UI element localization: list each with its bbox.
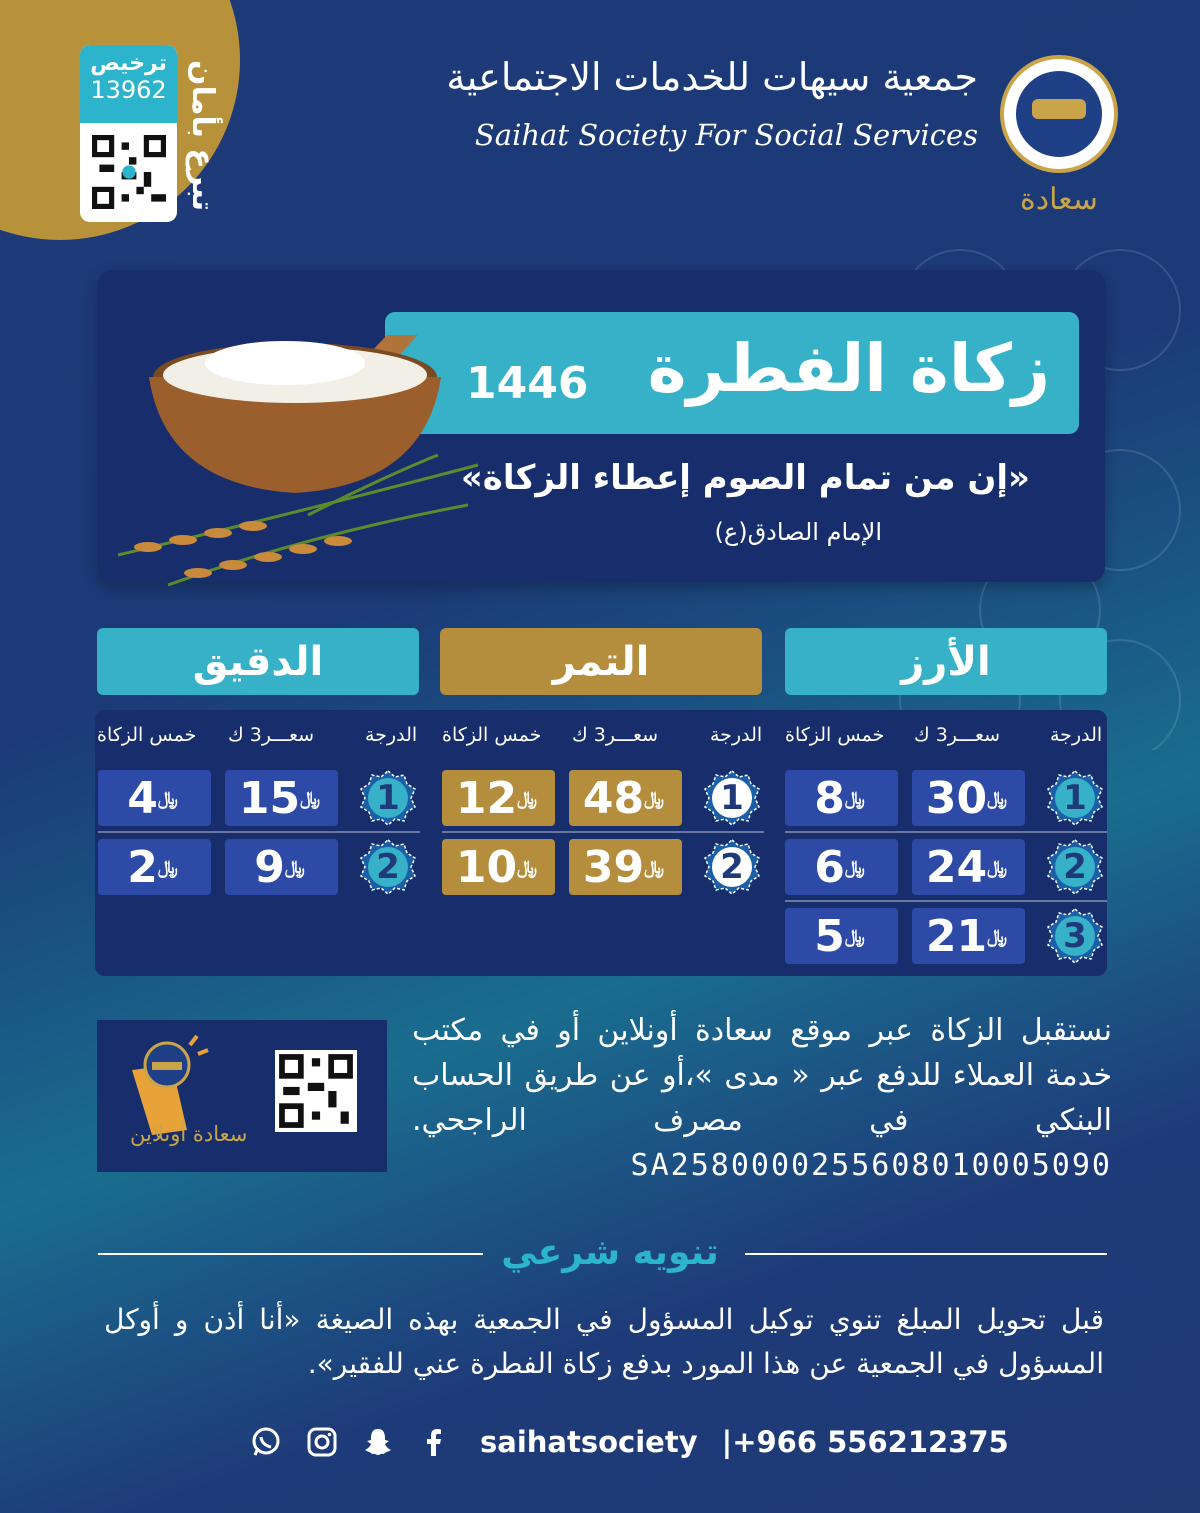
fifth-value: 6 — [814, 841, 845, 893]
license-header — [80, 45, 177, 123]
price-box — [569, 839, 682, 895]
grade-number: 1 — [376, 778, 400, 818]
hadith-quote: «إن من تمام الصوم إعطاء الزكاة» — [460, 458, 1030, 498]
iban-number[interactable]: SA2580000255608010005090 — [630, 1148, 1112, 1183]
riyal-icon: ﷼ — [644, 856, 665, 878]
riyal-icon: ﷼ — [987, 787, 1008, 809]
grade-badge — [704, 839, 760, 895]
price-box — [912, 770, 1025, 826]
facebook-icon[interactable] — [418, 1426, 450, 1458]
column-label-fifth: خمس الزكاة — [97, 724, 197, 746]
social-handle[interactable]: saihatsociety — [480, 1425, 698, 1459]
riyal-icon: ﷼ — [987, 925, 1008, 947]
riyal-icon: ﷼ — [644, 787, 665, 809]
fifth-box — [785, 839, 898, 895]
fifth-box — [785, 908, 898, 964]
fifth-value: 8 — [814, 772, 845, 824]
notice-body: قبل تحويل المبلغ تنوي توكيل المسؤول في الجمعية بهذه الصيغة «أنا أذن و أوكل المسؤول في الجمعية عن هذا المورد بدفع زكاة الفطرة عني للفقير». — [104, 1303, 1104, 1380]
category-header-rice: الأرز — [785, 628, 1107, 695]
column-label-price: سعـــر3 ك — [228, 724, 315, 746]
price-box — [912, 908, 1025, 964]
license-card[interactable] — [80, 45, 177, 222]
category-header-flour: الدقيق — [97, 628, 419, 695]
phone-number[interactable]: |+966 556212375 — [721, 1425, 1009, 1459]
column-label-price: سعـــر3 ك — [572, 724, 659, 746]
contact-bar — [250, 1425, 1009, 1459]
saada-brand-logo: سعادة — [1020, 182, 1098, 217]
grade-badge — [1047, 908, 1103, 964]
price-box — [225, 839, 338, 895]
grade-badge — [360, 839, 416, 895]
grade-number: 2 — [1063, 847, 1087, 887]
quote-attribution: الإمام الصادق(ع) — [714, 518, 882, 546]
fifth-value: 2 — [127, 841, 158, 893]
price-value: 48 — [582, 772, 645, 824]
riyal-icon: ﷼ — [844, 787, 865, 809]
fifth-box — [442, 839, 555, 895]
column-label-fifth: خمس الزكاة — [442, 724, 542, 746]
hijri-year: 1446 — [466, 358, 589, 409]
riyal-icon: ﷼ — [157, 856, 178, 878]
fifth-box — [785, 770, 898, 826]
society-name-arabic: جمعية سيهات للخدمات الاجتماعية — [446, 55, 978, 99]
riyal-icon: ﷼ — [300, 787, 321, 809]
fifth-value: 5 — [814, 910, 845, 962]
price-box — [912, 839, 1025, 895]
wheat-stalk-icon — [108, 445, 488, 595]
column-label-grade: الدرجة — [1050, 724, 1103, 746]
price-value: 9 — [254, 841, 285, 893]
fifth-box — [98, 770, 211, 826]
society-logo — [1000, 55, 1118, 173]
grade-number: 1 — [720, 778, 744, 818]
price-box — [569, 770, 682, 826]
column-label-grade: الدرجة — [710, 724, 763, 746]
grade-number: 1 — [1063, 778, 1087, 818]
donate-safely-text: تبرع بأمان — [185, 60, 220, 212]
row-divider — [785, 831, 1107, 833]
whatsapp-icon[interactable] — [250, 1426, 282, 1458]
grade-number: 3 — [1063, 916, 1087, 956]
price-box — [225, 770, 338, 826]
category-header-dates: التمر — [440, 628, 762, 695]
fifth-box — [442, 770, 555, 826]
row-divider — [98, 831, 420, 833]
fifth-box — [98, 839, 211, 895]
saada-online-label: سعادة أونلاين — [130, 1122, 248, 1146]
riyal-icon: ﷼ — [987, 856, 1008, 878]
grade-number: 2 — [376, 847, 400, 887]
column-label-grade: الدرجة — [365, 724, 418, 746]
riyal-icon: ﷼ — [157, 787, 178, 809]
fifth-value: 4 — [127, 772, 158, 824]
riyal-icon: ﷼ — [517, 856, 538, 878]
riyal-icon: ﷼ — [844, 925, 865, 947]
grade-badge — [704, 770, 760, 826]
notice-title: تنويه شرعي — [501, 1232, 719, 1273]
price-value: 30 — [925, 772, 988, 824]
grade-badge — [1047, 839, 1103, 895]
row-divider — [785, 900, 1107, 902]
instagram-icon[interactable] — [306, 1426, 338, 1458]
payment-instructions — [412, 1008, 1112, 1188]
grade-number: 2 — [720, 847, 744, 887]
payment-text: نستقبل الزكاة عبر موقع سعادة أونلاين أو في مكتب خدمة العملاء للدفع عبر « مدى »،أو عن طريق الحساب البنكي في مصرف الراجحي. — [412, 1013, 1112, 1138]
price-value: 21 — [925, 910, 988, 962]
society-name-english: Saihat Society For Social Services — [474, 118, 978, 152]
license-word: ترخيص — [90, 51, 167, 76]
page-title: زكاة الفطرة — [647, 330, 1050, 407]
price-value: 24 — [925, 841, 988, 893]
license-qr-icon[interactable] — [92, 135, 166, 209]
online-qr-icon[interactable] — [275, 1050, 357, 1132]
license-number: 13962 — [90, 76, 167, 104]
column-label-fifth: خمس الزكاة — [785, 724, 885, 746]
row-divider — [442, 831, 764, 833]
fifth-value: 10 — [455, 841, 518, 893]
riyal-icon: ﷼ — [284, 856, 305, 878]
notice-divider-left — [98, 1253, 483, 1255]
grade-badge — [1047, 770, 1103, 826]
grade-badge — [360, 770, 416, 826]
fifth-value: 12 — [455, 772, 518, 824]
price-value: 39 — [582, 841, 645, 893]
column-label-price: سعـــر3 ك — [914, 724, 1001, 746]
riyal-icon: ﷼ — [517, 787, 538, 809]
snapchat-icon[interactable] — [362, 1426, 394, 1458]
price-value: 15 — [238, 772, 301, 824]
notice-divider-right — [745, 1253, 1107, 1255]
riyal-icon: ﷼ — [844, 856, 865, 878]
